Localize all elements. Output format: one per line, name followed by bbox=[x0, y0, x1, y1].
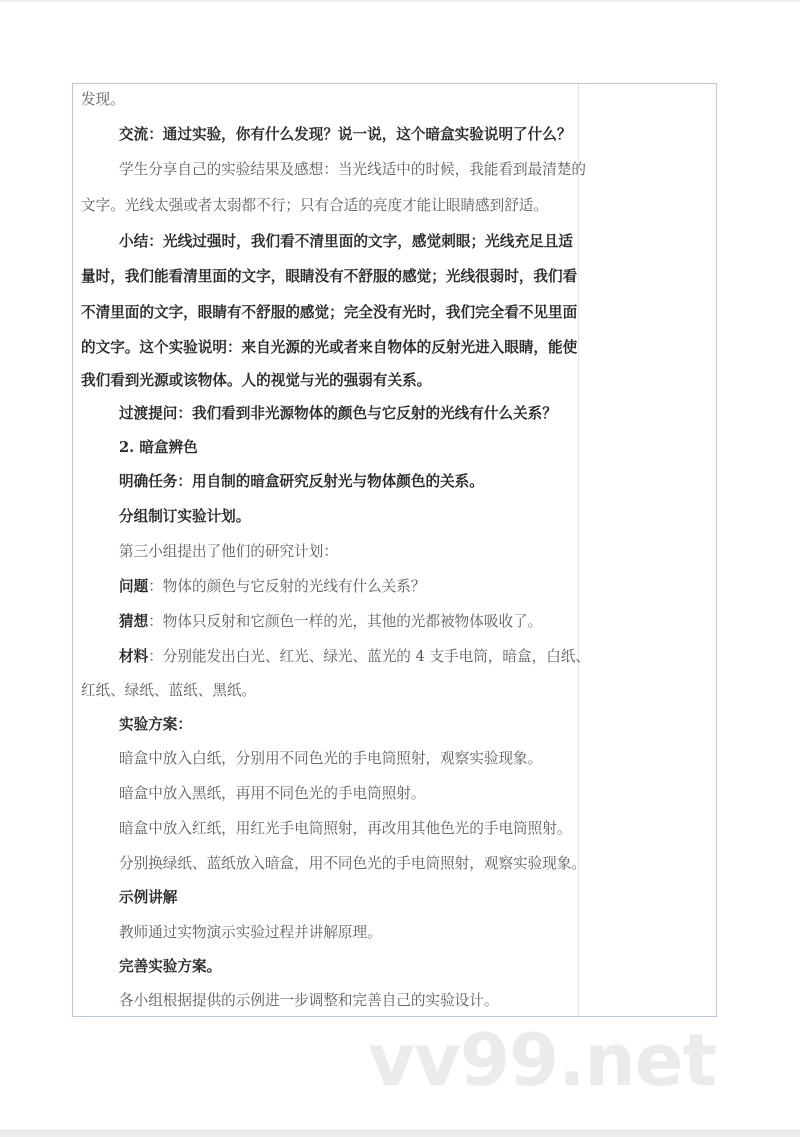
paragraph-line: 红纸、绿纸、蓝纸、黑纸。 bbox=[81, 682, 257, 699]
lesson-table bbox=[72, 83, 717, 1017]
transition-question: 过渡提问：我们看到非光源物体的颜色与它反射的光线有什么关系？ bbox=[119, 405, 557, 422]
paragraph-line: 发现。 bbox=[81, 91, 125, 108]
paragraph-line: 暗盒中放入红纸，用红光手电筒照射，再改用其他色光的手电筒照射。 bbox=[119, 820, 572, 837]
notes-column bbox=[579, 84, 716, 1016]
paragraph-line: 分别换绿纸、蓝纸放入暗盒，用不同色光的手电筒照射，观察实验现象。 bbox=[119, 855, 587, 872]
watermark: vv99.net bbox=[368, 1018, 716, 1102]
summary-line: 量时，我们能看清里面的文字，眼睛没有不舒服的感觉；光线很弱时，我们看 bbox=[81, 268, 578, 285]
subheading: 实验方案： bbox=[119, 716, 192, 733]
question-line bbox=[81, 577, 573, 597]
subheading: 完善实验方案。 bbox=[119, 958, 222, 975]
hypothesis-label: 猜想 bbox=[119, 613, 149, 630]
materials-line bbox=[81, 647, 590, 667]
question-text: ：物体的颜色与它反射的光线有什么关系？ bbox=[148, 578, 426, 595]
paragraph-line: 学生分享自己的实验结果及感想：当光线适中的时候，我能看到最清楚的 bbox=[119, 161, 587, 178]
materials-label: 材料 bbox=[119, 648, 149, 665]
discussion-question: 交流：通过实验，你有什么发现？说一说，这个暗盒实验说明了什么？ bbox=[119, 126, 572, 143]
page-top-edge bbox=[0, 0, 800, 2]
paragraph-line: 第三小组提出了他们的研究计划： bbox=[119, 543, 338, 560]
question-label: 问题 bbox=[119, 578, 149, 595]
paragraph-line: 文字。光线太强或者太弱都不行；只有合适的亮度才能让眼睛感到舒适。 bbox=[81, 197, 549, 214]
subheading: 分组制订实验计划。 bbox=[119, 508, 251, 525]
summary-line: 我们看到光源或该物体。人的视觉与光的强弱有关系。 bbox=[81, 372, 432, 389]
task-line: 明确任务：用自制的暗盒研究反射光与物体颜色的关系。 bbox=[119, 473, 484, 490]
summary-line: 不清里面的文字，眼睛有不舒服的感觉；完全没有光时，我们完全看不见里面 bbox=[81, 304, 578, 321]
hypothesis-text: ：物体只反射和它颜色一样的光，其他的光都被物体吸收了。 bbox=[148, 613, 543, 630]
paragraph-line: 暗盒中放入白纸，分别用不同色光的手电筒照射，观察实验现象。 bbox=[119, 750, 543, 767]
hypothesis-line bbox=[81, 612, 573, 632]
paragraph-line: 各小组根据提供的示例进一步调整和完善自己的实验设计。 bbox=[119, 992, 499, 1009]
page-bottom-edge bbox=[0, 1130, 800, 1137]
paragraph-line: 教师通过实物演示实验过程并讲解原理。 bbox=[119, 924, 382, 941]
materials-text: ：分别能发出白光、红光、绿光、蓝光的 4 支手电筒，暗盒，白纸、 bbox=[148, 648, 590, 665]
summary-line: 小结：光线过强时，我们看不清里面的文字，感觉刺眼；光线充足且适 bbox=[119, 233, 573, 250]
summary-line: 的文字。这个实验说明：来自光源的光或者来自物体的反射光进入眼睛，能使 bbox=[81, 339, 578, 356]
subheading: 示例讲解 bbox=[119, 889, 178, 906]
paragraph-line: 暗盒中放入黑纸，再用不同色光的手电筒照射。 bbox=[119, 785, 426, 802]
section-heading: 2. 暗盒辨色 bbox=[119, 439, 198, 456]
